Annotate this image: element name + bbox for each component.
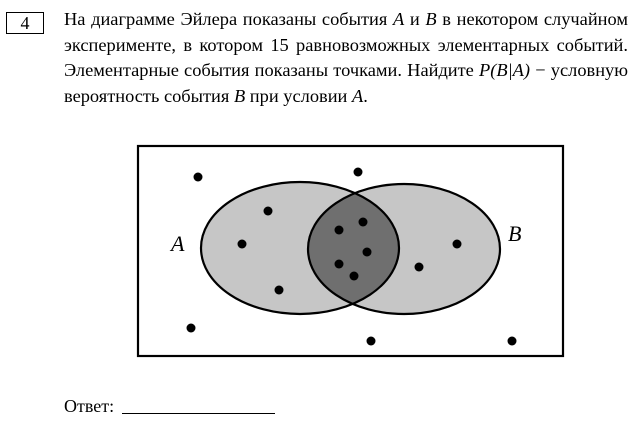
event-dot xyxy=(508,337,517,346)
event-dot xyxy=(335,226,344,235)
event-b-label: B xyxy=(508,221,522,246)
event-dot xyxy=(350,272,359,281)
event-dot xyxy=(363,248,372,257)
problem-text-part-5: при условии xyxy=(245,85,352,106)
event-dot xyxy=(354,168,363,177)
event-dot xyxy=(367,337,376,346)
event-b-symbol: B xyxy=(425,9,437,29)
event-a-label: A xyxy=(171,231,185,256)
event-dot xyxy=(359,218,368,227)
problem-number: 4 xyxy=(6,12,44,34)
event-dot xyxy=(415,263,424,272)
problem-text-part-6: . xyxy=(363,85,368,106)
event-dot xyxy=(264,207,273,216)
event-dot xyxy=(194,173,203,182)
event-a-symbol-2: A xyxy=(351,85,364,106)
event-b-symbol-2: B xyxy=(233,85,246,106)
problem-text-part-2: и xyxy=(404,9,426,29)
problem-text-part-1: На диаграмме Эйлера показаны события xyxy=(64,9,393,29)
event-a-symbol: A xyxy=(392,9,405,29)
answer-label: Ответ: xyxy=(64,396,115,416)
event-dot xyxy=(335,260,344,269)
conditional-probability-formula: P(B|A) xyxy=(479,60,531,80)
problem-text-part-4: − условную вероятность события xyxy=(64,60,628,106)
event-dot xyxy=(238,240,247,249)
answer-field[interactable] xyxy=(122,413,275,414)
problem-text-part-3: в некотором случайном эксперименте, в котором 15 равновозможных элементарных событий. Элементарные события показаны точками. Найдите xyxy=(64,9,628,80)
event-dot xyxy=(453,240,462,249)
event-dot xyxy=(275,286,284,295)
event-dot xyxy=(187,324,196,333)
